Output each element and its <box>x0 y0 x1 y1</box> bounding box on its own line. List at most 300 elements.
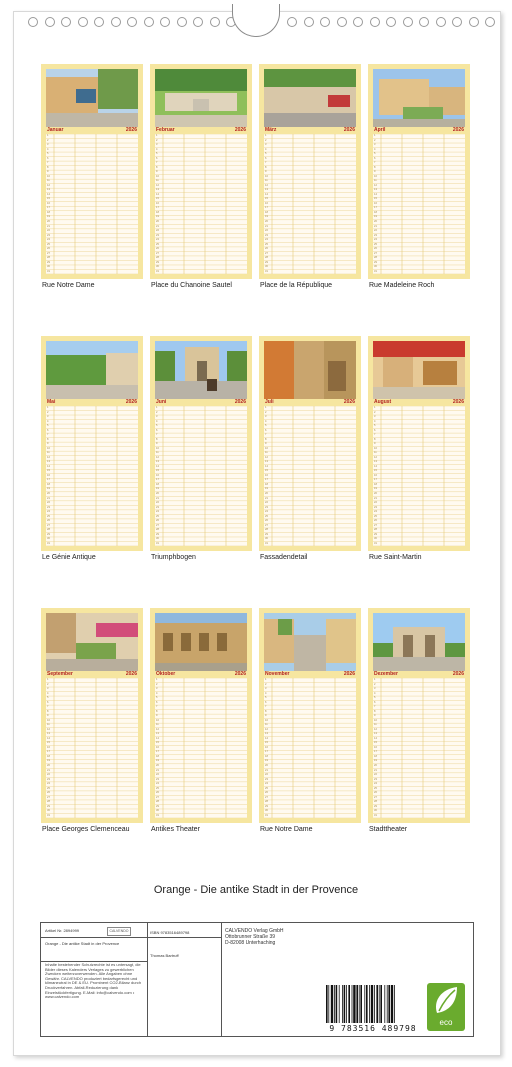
day-grid <box>264 134 356 274</box>
day-number: 12 <box>47 183 50 187</box>
day-number: 19 <box>374 759 377 763</box>
day-number: 4 <box>47 147 49 151</box>
month-card <box>41 608 143 823</box>
day-number: 24 <box>265 782 268 786</box>
publisher-city: D-82008 Unterhaching <box>225 940 276 946</box>
day-number: 10 <box>265 446 268 450</box>
day-number: 4 <box>374 419 376 423</box>
day-number: 10 <box>47 718 50 722</box>
day-number: 9 <box>47 714 49 718</box>
day-number: 5 <box>374 696 376 700</box>
day-number: 8 <box>374 709 376 713</box>
month-name: November <box>265 671 290 677</box>
binding-hole <box>45 17 55 27</box>
day-number: 3 <box>156 687 158 691</box>
day-grid <box>155 134 247 274</box>
month-caption: Place de la République <box>260 282 332 289</box>
day-number: 23 <box>47 505 50 509</box>
day-number: 5 <box>156 152 158 156</box>
day-number: 27 <box>47 523 50 527</box>
month-header <box>264 127 356 134</box>
binding-hole <box>111 17 121 27</box>
day-number: 20 <box>156 220 159 223</box>
day-number: 16 <box>47 201 50 205</box>
month-photo <box>373 341 465 399</box>
day-number: 17 <box>265 750 268 754</box>
day-number: 12 <box>265 727 268 731</box>
day-number: 31 <box>374 269 377 273</box>
day-number: 30 <box>265 537 268 541</box>
day-grid <box>155 678 247 818</box>
day-number: 27 <box>265 795 268 799</box>
day-number: 6 <box>47 156 49 160</box>
day-number: 8 <box>156 709 158 713</box>
month-photo <box>155 341 247 399</box>
day-number: 22 <box>156 501 159 505</box>
day-number: 23 <box>265 777 268 781</box>
day-number: 7 <box>265 433 267 437</box>
day-number: 28 <box>265 800 268 804</box>
day-number: 24 <box>156 238 159 242</box>
day-number: 15 <box>47 197 50 201</box>
binding-hole <box>403 17 413 27</box>
day-number: 16 <box>47 473 50 477</box>
month-name: Oktober <box>156 671 176 677</box>
eco-label: eco <box>439 1018 453 1027</box>
day-number: 18 <box>47 482 50 486</box>
day-number: 20 <box>47 492 50 495</box>
month-photo <box>46 341 138 399</box>
day-number: 14 <box>47 464 50 468</box>
day-number: 5 <box>47 424 49 428</box>
day-number: 22 <box>374 773 377 777</box>
month-header <box>46 399 138 406</box>
binding-hole <box>337 17 347 27</box>
day-number: 6 <box>47 700 49 704</box>
day-number: 11 <box>374 723 377 727</box>
day-number: 25 <box>156 786 159 790</box>
day-number: 25 <box>156 242 159 246</box>
day-number: 28 <box>156 800 159 804</box>
day-number: 26 <box>47 247 50 251</box>
day-number: 16 <box>156 473 159 477</box>
day-number: 11 <box>156 723 159 727</box>
day-number: 30 <box>156 537 159 541</box>
day-number: 13 <box>374 460 377 464</box>
binding-hole <box>436 17 446 27</box>
day-number: 19 <box>265 215 268 219</box>
day-number: 30 <box>156 265 159 269</box>
day-number: 18 <box>374 210 377 214</box>
day-number: 3 <box>47 143 49 147</box>
day-number: 18 <box>265 754 268 758</box>
day-number: 3 <box>374 687 376 691</box>
day-number: 24 <box>374 782 377 786</box>
day-number: 6 <box>265 156 267 160</box>
day-number: 30 <box>374 809 377 813</box>
barcode <box>324 985 422 1023</box>
day-number: 17 <box>47 478 50 482</box>
day-grid <box>373 134 465 274</box>
month-year: 2026 <box>343 127 355 133</box>
day-number: 1 <box>156 406 158 410</box>
day-number: 25 <box>374 242 377 246</box>
day-number: 3 <box>265 687 267 691</box>
day-number: 24 <box>374 510 377 514</box>
month-year: 2026 <box>125 399 137 405</box>
binding-hole <box>210 17 220 27</box>
day-number: 18 <box>47 754 50 758</box>
article-number: Artikel Nr. 2894999 <box>45 928 80 933</box>
day-number: 27 <box>374 795 377 799</box>
day-number: 17 <box>265 206 268 210</box>
month-header <box>264 399 356 406</box>
month-year: 2026 <box>125 671 137 677</box>
day-number: 4 <box>47 691 49 695</box>
day-number: 8 <box>265 165 267 169</box>
day-number: 16 <box>156 201 159 205</box>
day-number: 31 <box>156 541 159 545</box>
day-number: 22 <box>265 501 268 505</box>
day-number: 7 <box>265 705 267 709</box>
day-number: 30 <box>47 537 50 541</box>
day-number: 7 <box>265 161 267 165</box>
day-number: 2 <box>47 682 49 686</box>
day-number: 28 <box>265 256 268 260</box>
day-number: 14 <box>374 736 377 740</box>
day-number: 25 <box>156 514 159 518</box>
day-number: 17 <box>374 478 377 482</box>
day-number: 21 <box>156 496 159 500</box>
day-number: 15 <box>265 469 268 473</box>
month-caption: Place du Chanoine Sautel <box>151 282 232 289</box>
day-number: 11 <box>374 179 377 183</box>
day-number: 31 <box>265 813 268 817</box>
day-number: 5 <box>47 696 49 700</box>
month-header <box>373 671 465 678</box>
day-number: 13 <box>265 732 268 736</box>
month-year: 2026 <box>343 671 355 677</box>
day-number: 31 <box>156 269 159 273</box>
day-number: 6 <box>374 428 376 432</box>
day-number: 7 <box>47 705 49 709</box>
day-number: 29 <box>156 532 159 536</box>
day-number: 2 <box>47 138 49 142</box>
day-number: 19 <box>265 487 268 491</box>
binding-hole <box>485 17 495 27</box>
day-number: 29 <box>47 804 50 808</box>
day-number: 15 <box>374 741 377 745</box>
day-number: 2 <box>374 682 376 686</box>
month-name: Januar <box>47 127 64 133</box>
day-number: 23 <box>265 233 268 237</box>
day-number: 26 <box>374 519 377 523</box>
day-number: 5 <box>374 424 376 428</box>
day-number: 21 <box>156 224 159 228</box>
month-card <box>368 336 470 551</box>
author: Thomas Bartruff <box>150 953 179 958</box>
month-name: Juni <box>156 399 167 405</box>
day-number: 5 <box>265 152 267 156</box>
month-card <box>259 336 361 551</box>
month-name: März <box>265 127 277 133</box>
month-name: April <box>374 127 386 133</box>
day-number: 29 <box>265 804 268 808</box>
day-number: 26 <box>156 791 159 795</box>
day-number: 18 <box>374 482 377 486</box>
binding-hole <box>469 17 479 27</box>
day-number: 5 <box>156 424 158 428</box>
day-number: 1 <box>265 406 267 410</box>
day-number: 31 <box>156 813 159 817</box>
month-header <box>155 671 247 678</box>
day-number: 13 <box>265 188 268 192</box>
month-photo <box>373 613 465 671</box>
day-number: 7 <box>47 161 49 165</box>
day-number: 22 <box>156 773 159 777</box>
isbn: ISBN 9783516489798 <box>150 930 190 935</box>
month-header <box>373 399 465 406</box>
day-number: 19 <box>47 759 50 763</box>
day-number: 24 <box>156 782 159 786</box>
day-number: 31 <box>265 269 268 273</box>
month-photo <box>155 613 247 671</box>
day-number: 1 <box>156 678 158 682</box>
month-card <box>150 64 252 279</box>
day-number: 3 <box>47 415 49 419</box>
day-number: 23 <box>374 777 377 781</box>
day-number: 26 <box>374 791 377 795</box>
day-number: 10 <box>374 174 377 178</box>
day-number: 24 <box>156 510 159 514</box>
month-caption: Rue Saint-Martin <box>369 554 422 561</box>
day-number: 27 <box>156 251 159 255</box>
day-number: 1 <box>374 406 376 410</box>
day-number: 5 <box>265 696 267 700</box>
day-number: 12 <box>265 183 268 187</box>
day-number: 30 <box>47 265 50 269</box>
day-number: 27 <box>47 795 50 799</box>
day-number: 9 <box>47 170 49 174</box>
month-year: 2026 <box>452 399 464 405</box>
day-number: 2 <box>265 410 267 414</box>
day-number: 29 <box>374 260 377 264</box>
day-number: 11 <box>374 451 377 455</box>
day-number: 10 <box>156 446 159 450</box>
day-number: 9 <box>156 714 158 718</box>
publisher-street: Ottobrunner Straße 39 <box>225 934 276 940</box>
day-number: 30 <box>47 809 50 813</box>
day-number: 10 <box>374 718 377 722</box>
binding-hole <box>94 17 104 27</box>
day-number: 29 <box>265 532 268 536</box>
day-number: 18 <box>156 754 159 758</box>
day-number: 7 <box>156 161 158 165</box>
day-number: 23 <box>156 505 159 509</box>
binding-hole <box>177 17 187 27</box>
day-number: 15 <box>156 741 159 745</box>
day-number: 27 <box>156 523 159 527</box>
day-number: 18 <box>265 210 268 214</box>
binding-hole <box>419 17 429 27</box>
day-number: 9 <box>265 170 267 174</box>
day-number: 22 <box>265 229 268 233</box>
day-number: 14 <box>265 736 268 740</box>
day-number: 9 <box>374 442 376 446</box>
day-number: 1 <box>265 678 267 682</box>
day-number: 3 <box>374 143 376 147</box>
day-number: 23 <box>156 233 159 237</box>
month-caption: Le Génie Antique <box>42 554 96 561</box>
day-number: 8 <box>47 709 49 713</box>
day-grid <box>46 406 138 546</box>
day-number: 9 <box>374 170 376 174</box>
imprint-short-title: Orange - Die antike Stadt in der Provence <box>45 941 120 946</box>
day-number: 24 <box>374 238 377 242</box>
day-number: 29 <box>374 804 377 808</box>
day-number: 6 <box>265 428 267 432</box>
day-number: 27 <box>156 795 159 799</box>
day-number: 19 <box>374 215 377 219</box>
day-number: 13 <box>374 732 377 736</box>
day-number: 6 <box>374 156 376 160</box>
day-number: 16 <box>265 201 268 205</box>
day-number: 19 <box>265 759 268 763</box>
day-number: 11 <box>265 451 268 455</box>
day-number: 16 <box>374 745 377 749</box>
day-number: 16 <box>265 473 268 477</box>
day-number: 20 <box>265 220 268 223</box>
binding-hole <box>370 17 380 27</box>
binding-hole <box>127 17 137 27</box>
day-number: 8 <box>265 437 267 441</box>
day-number: 25 <box>47 242 50 246</box>
day-number: 11 <box>47 723 50 727</box>
day-number: 21 <box>374 496 377 500</box>
day-number: 25 <box>265 786 268 790</box>
day-number: 14 <box>156 736 159 740</box>
month-caption: Antikes Theater <box>151 826 200 833</box>
day-number: 17 <box>156 750 159 754</box>
day-number: 3 <box>374 415 376 419</box>
day-number: 2 <box>374 138 376 142</box>
day-number: 29 <box>156 260 159 264</box>
day-number: 26 <box>156 519 159 523</box>
day-number: 26 <box>265 791 268 795</box>
day-number: 3 <box>156 143 158 147</box>
binding-hole <box>61 17 71 27</box>
day-number: 7 <box>374 161 376 165</box>
day-number: 6 <box>156 428 158 432</box>
day-number: 31 <box>374 813 377 817</box>
day-number: 6 <box>374 700 376 704</box>
month-photo <box>264 341 356 399</box>
day-number: 28 <box>156 528 159 532</box>
day-number: 22 <box>47 229 50 233</box>
day-number: 18 <box>156 210 159 214</box>
day-number: 3 <box>265 143 267 147</box>
day-number: 20 <box>265 492 268 495</box>
day-number: 28 <box>265 528 268 532</box>
binding-hole <box>386 17 396 27</box>
day-number: 31 <box>47 541 50 545</box>
day-number: 9 <box>156 442 158 446</box>
day-number: 8 <box>374 437 376 441</box>
month-header <box>155 127 247 134</box>
day-number: 15 <box>156 197 159 201</box>
day-number: 28 <box>47 800 50 804</box>
month-name: September <box>47 671 73 677</box>
day-number: 1 <box>47 134 49 138</box>
day-number: 15 <box>374 197 377 201</box>
day-grid <box>373 678 465 818</box>
day-number: 2 <box>156 410 158 414</box>
imprint-publisher <box>221 923 321 1036</box>
binding-hole <box>287 17 297 27</box>
day-number: 13 <box>156 732 159 736</box>
day-number: 6 <box>47 428 49 432</box>
day-number: 6 <box>156 156 158 160</box>
day-number: 10 <box>156 174 159 178</box>
day-number: 8 <box>47 437 49 441</box>
day-number: 16 <box>374 473 377 477</box>
day-number: 21 <box>265 224 268 228</box>
day-number: 9 <box>265 714 267 718</box>
day-number: 16 <box>374 201 377 205</box>
day-number: 31 <box>47 269 50 273</box>
day-number: 30 <box>265 265 268 269</box>
day-number: 13 <box>47 460 50 464</box>
month-photo <box>373 69 465 127</box>
day-number: 13 <box>265 460 268 464</box>
day-number: 1 <box>47 678 49 682</box>
day-number: 22 <box>374 501 377 505</box>
day-number: 24 <box>47 238 50 242</box>
day-number: 9 <box>47 442 49 446</box>
eco-badge <box>427 983 465 1031</box>
day-number: 4 <box>265 419 267 423</box>
day-number: 19 <box>374 487 377 491</box>
day-number: 15 <box>47 741 50 745</box>
day-number: 16 <box>265 745 268 749</box>
day-number: 8 <box>374 165 376 169</box>
leaf-icon <box>427 983 465 1017</box>
day-number: 22 <box>47 773 50 777</box>
day-number: 20 <box>374 492 377 495</box>
day-number: 22 <box>374 229 377 233</box>
day-number: 1 <box>47 406 49 410</box>
day-number: 1 <box>374 134 376 138</box>
day-number: 18 <box>265 482 268 486</box>
day-grid <box>373 406 465 546</box>
day-number: 8 <box>47 165 49 169</box>
day-number: 25 <box>265 242 268 246</box>
day-number: 10 <box>265 174 268 178</box>
day-number: 24 <box>47 782 50 786</box>
month-year: 2026 <box>452 127 464 133</box>
day-number: 17 <box>156 478 159 482</box>
day-number: 21 <box>47 224 50 228</box>
day-number: 10 <box>156 718 159 722</box>
day-number: 12 <box>47 455 50 459</box>
day-number: 20 <box>47 220 50 223</box>
day-number: 15 <box>374 469 377 473</box>
day-number: 11 <box>47 451 50 455</box>
month-year: 2026 <box>452 671 464 677</box>
day-number: 28 <box>374 256 377 260</box>
day-number: 27 <box>47 251 50 255</box>
day-number: 22 <box>47 501 50 505</box>
